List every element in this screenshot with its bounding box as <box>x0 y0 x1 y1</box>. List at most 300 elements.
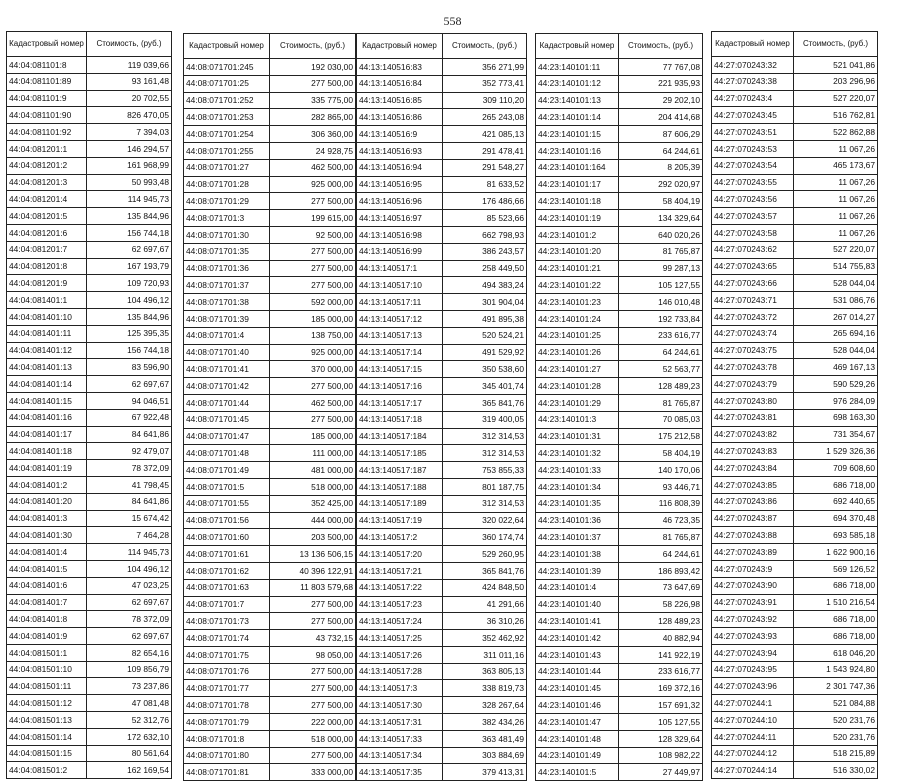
cost-cell: 24 928,75 <box>270 142 356 159</box>
table-row <box>357 747 527 764</box>
cost-cell: 146 010,48 <box>619 294 703 311</box>
cost-cell: 1 622 900,16 <box>794 544 878 561</box>
table-row <box>712 762 878 779</box>
cost-cell: 522 862,88 <box>794 124 878 141</box>
cost-cell: 491 529,92 <box>443 344 527 361</box>
cadastral-number-cell: 44:13:140517:11 <box>357 294 443 311</box>
cost-cell: 11 067,26 <box>794 140 878 157</box>
table-row <box>712 712 878 729</box>
cost-cell: 140 170,06 <box>619 462 703 479</box>
table-row <box>184 226 356 243</box>
table-row <box>7 560 172 577</box>
cadastral-table-4 <box>535 33 703 781</box>
cost-cell: 67 922,48 <box>87 409 172 426</box>
cadastral-number-cell: 44:04:081201:2 <box>7 157 87 174</box>
cost-cell: 365 841,76 <box>443 394 527 411</box>
cadastral-number-cell: 44:13:140516:93 <box>357 142 443 159</box>
cadastral-number-cell: 44:13:140516:9 <box>357 126 443 143</box>
cost-cell: 491 895,38 <box>443 310 527 327</box>
cadastral-number-cell: 44:13:140516:99 <box>357 243 443 260</box>
cadastral-number-cell: 44:08:071701:74 <box>184 630 270 647</box>
table-row <box>712 275 878 292</box>
cadastral-number-cell: 44:27:070243:51 <box>712 124 794 141</box>
cadastral-number-cell: 44:04:081501:13 <box>7 712 87 729</box>
cadastral-number-cell: 44:08:071701:45 <box>184 411 270 428</box>
cost-cell: 520 231,76 <box>794 712 878 729</box>
table-row <box>712 157 878 174</box>
cadastral-number-cell: 44:08:071701:73 <box>184 613 270 630</box>
cadastral-number-cell: 44:27:070244:1 <box>712 695 794 712</box>
table-row <box>712 560 878 577</box>
cost-cell: 93 446,71 <box>619 478 703 495</box>
cost-cell: 119 039,66 <box>87 57 172 74</box>
cost-cell: 114 945,73 <box>87 191 172 208</box>
cadastral-number-cell: 44:13:140517:17 <box>357 394 443 411</box>
cost-cell: 221 935,93 <box>619 75 703 92</box>
table-row <box>712 124 878 141</box>
table-row <box>357 176 527 193</box>
cadastral-number-cell: 44:27:070243:81 <box>712 409 794 426</box>
cadastral-number-cell: 44:23:140101:42 <box>536 630 619 647</box>
cadastral-number-cell: 44:23:140101:33 <box>536 462 619 479</box>
cadastral-number-cell: 44:27:070243:56 <box>712 191 794 208</box>
cadastral-number-cell: 44:13:140517:10 <box>357 277 443 294</box>
table-row <box>184 462 356 479</box>
table-row <box>536 327 703 344</box>
table-row <box>7 460 172 477</box>
cadastral-number-cell: 44:04:081401:19 <box>7 460 87 477</box>
cadastral-number-cell: 44:23:140101:20 <box>536 243 619 260</box>
cost-cell: 277 500,00 <box>270 75 356 92</box>
cost-cell: 192 030,00 <box>270 59 356 76</box>
column-header-cadastral-number: Кадастровый номер <box>7 32 87 57</box>
cost-cell: 62 697,67 <box>87 628 172 645</box>
cost-cell: 335 775,00 <box>270 92 356 109</box>
cost-cell: 291 478,41 <box>443 142 527 159</box>
table-row <box>712 342 878 359</box>
table-row <box>357 730 527 747</box>
table-row <box>357 126 527 143</box>
cadastral-number-cell: 44:04:081401:11 <box>7 325 87 342</box>
cadastral-number-cell: 44:27:070243:85 <box>712 476 794 493</box>
table-row <box>536 226 703 243</box>
cadastral-number-cell: 44:23:140101:21 <box>536 260 619 277</box>
cost-cell: 185 000,00 <box>270 310 356 327</box>
table-row <box>712 359 878 376</box>
table-row <box>7 392 172 409</box>
table-row <box>712 476 878 493</box>
cost-cell: 267 014,27 <box>794 308 878 325</box>
cost-cell: 64 244,61 <box>619 546 703 563</box>
table-row <box>7 409 172 426</box>
cadastral-number-cell: 44:08:071701:4 <box>184 327 270 344</box>
table-row <box>7 527 172 544</box>
table-row <box>712 460 878 477</box>
cost-cell: 161 968,99 <box>87 157 172 174</box>
table-row <box>7 292 172 309</box>
table-row <box>357 277 527 294</box>
table-row <box>357 344 527 361</box>
cadastral-number-cell: 44:08:071701:5 <box>184 478 270 495</box>
cadastral-number-cell: 44:04:081401:1 <box>7 292 87 309</box>
cost-cell: 84 641,86 <box>87 426 172 443</box>
cost-cell: 40 396 122,91 <box>270 562 356 579</box>
cadastral-number-cell: 44:27:070243:80 <box>712 392 794 409</box>
cost-cell: 81 765,87 <box>619 394 703 411</box>
cost-cell: 518 215,89 <box>794 745 878 762</box>
table-row <box>712 224 878 241</box>
cost-cell: 328 267,64 <box>443 697 527 714</box>
cadastral-number-cell: 44:04:081401:12 <box>7 342 87 359</box>
cadastral-number-cell: 44:04:081101:92 <box>7 124 87 141</box>
cost-cell: 312 314,53 <box>443 428 527 445</box>
table-row <box>184 92 356 109</box>
cost-cell: 465 173,67 <box>794 157 878 174</box>
cost-cell: 81 633,52 <box>443 176 527 193</box>
cost-cell: 640 020,26 <box>619 226 703 243</box>
cost-cell: 81 765,87 <box>619 529 703 546</box>
cadastral-number-cell: 44:08:071701:40 <box>184 344 270 361</box>
cadastral-number-cell: 44:04:081201:3 <box>7 174 87 191</box>
table-row <box>184 579 356 596</box>
cost-cell: 360 174,74 <box>443 529 527 546</box>
table-row <box>536 294 703 311</box>
cost-cell: 527 220,07 <box>794 90 878 107</box>
cadastral-number-cell: 44:04:081401:7 <box>7 594 87 611</box>
table-row <box>536 512 703 529</box>
cadastral-number-cell: 44:27:070243:95 <box>712 661 794 678</box>
cadastral-number-cell: 44:04:081501:15 <box>7 745 87 762</box>
cost-cell: 590 529,26 <box>794 376 878 393</box>
cadastral-number-cell: 44:08:071701:41 <box>184 361 270 378</box>
table-row <box>184 75 356 92</box>
cadastral-number-cell: 44:27:070243:53 <box>712 140 794 157</box>
cadastral-number-cell: 44:08:071701:7 <box>184 596 270 613</box>
cadastral-number-cell: 44:27:070243:86 <box>712 493 794 510</box>
table-row <box>712 443 878 460</box>
table-row <box>536 478 703 495</box>
cadastral-number-cell: 44:23:140101:11 <box>536 59 619 76</box>
table-row <box>7 325 172 342</box>
table-row <box>7 275 172 292</box>
table-row <box>712 392 878 409</box>
cost-cell: 80 561,64 <box>87 745 172 762</box>
table-row <box>536 59 703 76</box>
cost-cell: 686 718,00 <box>794 628 878 645</box>
cadastral-number-cell: 44:13:140517:2 <box>357 529 443 546</box>
cost-cell: 311 011,16 <box>443 646 527 663</box>
table-row <box>7 359 172 376</box>
cost-cell: 528 044,04 <box>794 275 878 292</box>
table-row <box>7 476 172 493</box>
table-row <box>357 378 527 395</box>
cost-cell: 662 798,93 <box>443 226 527 243</box>
cost-cell: 78 372,09 <box>87 611 172 628</box>
cadastral-number-cell: 44:23:140101:37 <box>536 529 619 546</box>
cost-cell: 731 354,67 <box>794 426 878 443</box>
cost-cell: 521 041,86 <box>794 57 878 74</box>
cadastral-number-cell: 44:08:071701:75 <box>184 646 270 663</box>
table-row <box>7 157 172 174</box>
cost-cell: 516 330,02 <box>794 762 878 779</box>
cadastral-number-cell: 44:23:140101:17 <box>536 176 619 193</box>
cost-cell: 277 500,00 <box>270 277 356 294</box>
cadastral-number-cell: 44:23:140101:36 <box>536 512 619 529</box>
cadastral-number-cell: 44:27:070243:54 <box>712 157 794 174</box>
cost-cell: 277 500,00 <box>270 613 356 630</box>
cost-cell: 2 301 747,36 <box>794 678 878 695</box>
table-row <box>184 411 356 428</box>
cadastral-number-cell: 44:27:070243:90 <box>712 577 794 594</box>
column-header-cadastral-number: Кадастровый номер <box>357 34 443 59</box>
cost-cell: 925 000,00 <box>270 176 356 193</box>
table-row <box>357 159 527 176</box>
cost-cell: 138 750,00 <box>270 327 356 344</box>
table-row <box>712 695 878 712</box>
table-row <box>536 75 703 92</box>
cadastral-number-cell: 44:13:140517:33 <box>357 730 443 747</box>
cost-cell: 92 479,07 <box>87 443 172 460</box>
table-row <box>7 628 172 645</box>
cost-cell: 462 500,00 <box>270 159 356 176</box>
cadastral-number-cell: 44:08:071701:37 <box>184 277 270 294</box>
table-row <box>184 529 356 546</box>
cost-cell: 370 000,00 <box>270 361 356 378</box>
cadastral-number-cell: 44:27:070244:12 <box>712 745 794 762</box>
cost-cell: 40 882,94 <box>619 630 703 647</box>
table-row <box>536 663 703 680</box>
cost-cell: 520 524,21 <box>443 327 527 344</box>
cadastral-number-cell: 44:13:140517:16 <box>357 378 443 395</box>
cost-cell: 350 538,60 <box>443 361 527 378</box>
cost-cell: 111 000,00 <box>270 445 356 462</box>
cadastral-number-cell: 44:27:070243:58 <box>712 224 794 241</box>
table-row <box>7 258 172 275</box>
table-row <box>184 613 356 630</box>
cost-cell: 93 161,48 <box>87 73 172 90</box>
table-row <box>7 443 172 460</box>
cadastral-number-cell: 44:23:140101:43 <box>536 646 619 663</box>
cadastral-number-cell: 44:04:081501:11 <box>7 678 87 695</box>
cadastral-number-cell: 44:08:071701:38 <box>184 294 270 311</box>
cadastral-number-cell: 44:27:070243:4 <box>712 90 794 107</box>
cadastral-number-cell: 44:13:140517:184 <box>357 428 443 445</box>
table-row <box>712 644 878 661</box>
table-row <box>7 745 172 762</box>
cost-cell: 309 110,20 <box>443 92 527 109</box>
cost-cell: 81 765,87 <box>619 243 703 260</box>
cost-cell: 186 893,42 <box>619 562 703 579</box>
table-row <box>712 577 878 594</box>
cost-cell: 94 046,51 <box>87 392 172 409</box>
cadastral-number-cell: 44:23:140101:22 <box>536 277 619 294</box>
cost-cell: 203 296,96 <box>794 73 878 90</box>
cost-cell: 421 085,13 <box>443 126 527 143</box>
table-row <box>357 630 527 647</box>
table-row <box>712 628 878 645</box>
cadastral-number-cell: 44:13:140516:94 <box>357 159 443 176</box>
table-row <box>357 680 527 697</box>
cadastral-number-cell: 44:04:081201:7 <box>7 241 87 258</box>
table-row <box>712 510 878 527</box>
cost-cell: 382 434,26 <box>443 714 527 731</box>
cost-cell: 128 489,23 <box>619 613 703 630</box>
cost-cell: 157 691,32 <box>619 697 703 714</box>
cadastral-number-cell: 44:27:070243:32 <box>712 57 794 74</box>
table-row <box>712 409 878 426</box>
table-row <box>184 764 356 781</box>
cadastral-number-cell: 44:23:140101:38 <box>536 546 619 563</box>
cadastral-number-cell: 44:04:081201:9 <box>7 275 87 292</box>
table-row <box>357 646 527 663</box>
table-row <box>357 596 527 613</box>
cost-cell: 1 510 216,54 <box>794 594 878 611</box>
cadastral-number-cell: 44:23:140101:4 <box>536 579 619 596</box>
cost-cell: 98 050,00 <box>270 646 356 663</box>
cost-cell: 77 767,08 <box>619 59 703 76</box>
cadastral-number-cell: 44:13:140517:25 <box>357 630 443 647</box>
table-row <box>357 92 527 109</box>
table-row <box>712 728 878 745</box>
table-row <box>184 646 356 663</box>
table-row <box>357 663 527 680</box>
cadastral-table-3 <box>356 33 527 781</box>
cadastral-number-cell: 44:27:070244:10 <box>712 712 794 729</box>
table-row <box>184 310 356 327</box>
cadastral-number-cell: 44:23:140101:13 <box>536 92 619 109</box>
cadastral-number-cell: 44:27:070243:83 <box>712 443 794 460</box>
cadastral-number-cell: 44:08:071701:27 <box>184 159 270 176</box>
table-row <box>184 344 356 361</box>
cadastral-number-cell: 44:04:081401:6 <box>7 577 87 594</box>
table-row <box>536 210 703 227</box>
cost-cell: 528 044,04 <box>794 342 878 359</box>
cost-cell: 7 464,28 <box>87 527 172 544</box>
cadastral-number-cell: 44:27:070243:72 <box>712 308 794 325</box>
cadastral-number-cell: 44:23:140101:27 <box>536 361 619 378</box>
cadastral-number-cell: 44:04:081101:90 <box>7 107 87 124</box>
cadastral-number-cell: 44:13:140517:13 <box>357 327 443 344</box>
cost-cell: 462 500,00 <box>270 394 356 411</box>
cost-cell: 686 718,00 <box>794 577 878 594</box>
cadastral-number-cell: 44:08:071701:35 <box>184 243 270 260</box>
cadastral-number-cell: 44:23:140101:32 <box>536 445 619 462</box>
cost-cell: 312 314,53 <box>443 495 527 512</box>
table-row <box>357 512 527 529</box>
table-row <box>536 613 703 630</box>
table-row <box>7 544 172 561</box>
table-row <box>357 260 527 277</box>
table-row <box>184 126 356 143</box>
cadastral-number-cell: 44:08:071701:253 <box>184 109 270 126</box>
table-row <box>7 342 172 359</box>
cost-cell: 518 000,00 <box>270 478 356 495</box>
table-row <box>7 140 172 157</box>
cost-cell: 73 647,69 <box>619 579 703 596</box>
cadastral-number-cell: 44:27:070243:78 <box>712 359 794 376</box>
table-row <box>536 277 703 294</box>
cadastral-number-cell: 44:23:140101:28 <box>536 378 619 395</box>
table-row <box>712 174 878 191</box>
table-row <box>357 579 527 596</box>
cost-cell: 529 260,95 <box>443 546 527 563</box>
table-row <box>7 376 172 393</box>
cost-cell: 469 167,13 <box>794 359 878 376</box>
cost-cell: 277 500,00 <box>270 260 356 277</box>
cost-cell: 709 608,60 <box>794 460 878 477</box>
cost-cell: 363 481,49 <box>443 730 527 747</box>
cadastral-number-cell: 44:23:140101:19 <box>536 210 619 227</box>
cost-cell: 233 616,77 <box>619 663 703 680</box>
table-row <box>184 277 356 294</box>
cadastral-number-cell: 44:08:071701:78 <box>184 697 270 714</box>
cadastral-number-cell: 44:08:071701:28 <box>184 176 270 193</box>
table-row <box>7 174 172 191</box>
cost-cell: 58 404,19 <box>619 445 703 462</box>
cost-cell: 70 085,03 <box>619 411 703 428</box>
cadastral-number-cell: 44:23:140101:14 <box>536 109 619 126</box>
cadastral-number-cell: 44:04:081401:15 <box>7 392 87 409</box>
cadastral-number-cell: 44:08:071701:55 <box>184 495 270 512</box>
table-row <box>184 697 356 714</box>
cost-cell: 694 370,48 <box>794 510 878 527</box>
cost-cell: 277 500,00 <box>270 411 356 428</box>
cost-cell: 36 310,26 <box>443 613 527 630</box>
cadastral-number-cell: 44:04:081501:2 <box>7 762 87 779</box>
table-row <box>536 747 703 764</box>
cadastral-number-cell: 44:27:070243:9 <box>712 560 794 577</box>
cadastral-number-cell: 44:04:081201:5 <box>7 208 87 225</box>
cost-cell: 925 000,00 <box>270 344 356 361</box>
table-row <box>184 327 356 344</box>
cadastral-number-cell: 44:04:081401:10 <box>7 308 87 325</box>
cost-cell: 82 654,16 <box>87 644 172 661</box>
cost-cell: 172 632,10 <box>87 728 172 745</box>
cadastral-table-2 <box>183 33 356 781</box>
table-row <box>184 747 356 764</box>
cost-cell: 156 744,18 <box>87 224 172 241</box>
cost-cell: 78 372,09 <box>87 460 172 477</box>
cadastral-number-cell: 44:23:140101:15 <box>536 126 619 143</box>
cadastral-number-cell: 44:27:070243:62 <box>712 241 794 258</box>
cadastral-number-cell: 44:13:140516:98 <box>357 226 443 243</box>
table-row <box>7 728 172 745</box>
cost-cell: 116 808,39 <box>619 495 703 512</box>
cadastral-number-cell: 44:04:081401:14 <box>7 376 87 393</box>
column-header-cadastral-number: Кадастровый номер <box>712 32 794 57</box>
cadastral-number-cell: 44:13:140517:18 <box>357 411 443 428</box>
table-row <box>712 258 878 275</box>
page-number: 558 <box>443 14 462 28</box>
cadastral-number-cell: 44:08:071701:8 <box>184 730 270 747</box>
table-row <box>184 445 356 462</box>
table-row <box>712 527 878 544</box>
cost-cell: 365 841,76 <box>443 562 527 579</box>
table-row <box>357 714 527 731</box>
table-row <box>712 661 878 678</box>
cost-cell: 114 945,73 <box>87 544 172 561</box>
column-header-cost: Стоимость, (руб.) <box>87 32 172 57</box>
cost-cell: 84 641,86 <box>87 493 172 510</box>
table-row <box>712 745 878 762</box>
cadastral-number-cell: 44:13:140517:12 <box>357 310 443 327</box>
table-row <box>357 445 527 462</box>
cadastral-number-cell: 44:27:070243:87 <box>712 510 794 527</box>
cost-cell: 135 844,96 <box>87 308 172 325</box>
cost-cell: 277 500,00 <box>270 697 356 714</box>
cost-cell: 569 126,52 <box>794 560 878 577</box>
cost-cell: 976 284,09 <box>794 392 878 409</box>
